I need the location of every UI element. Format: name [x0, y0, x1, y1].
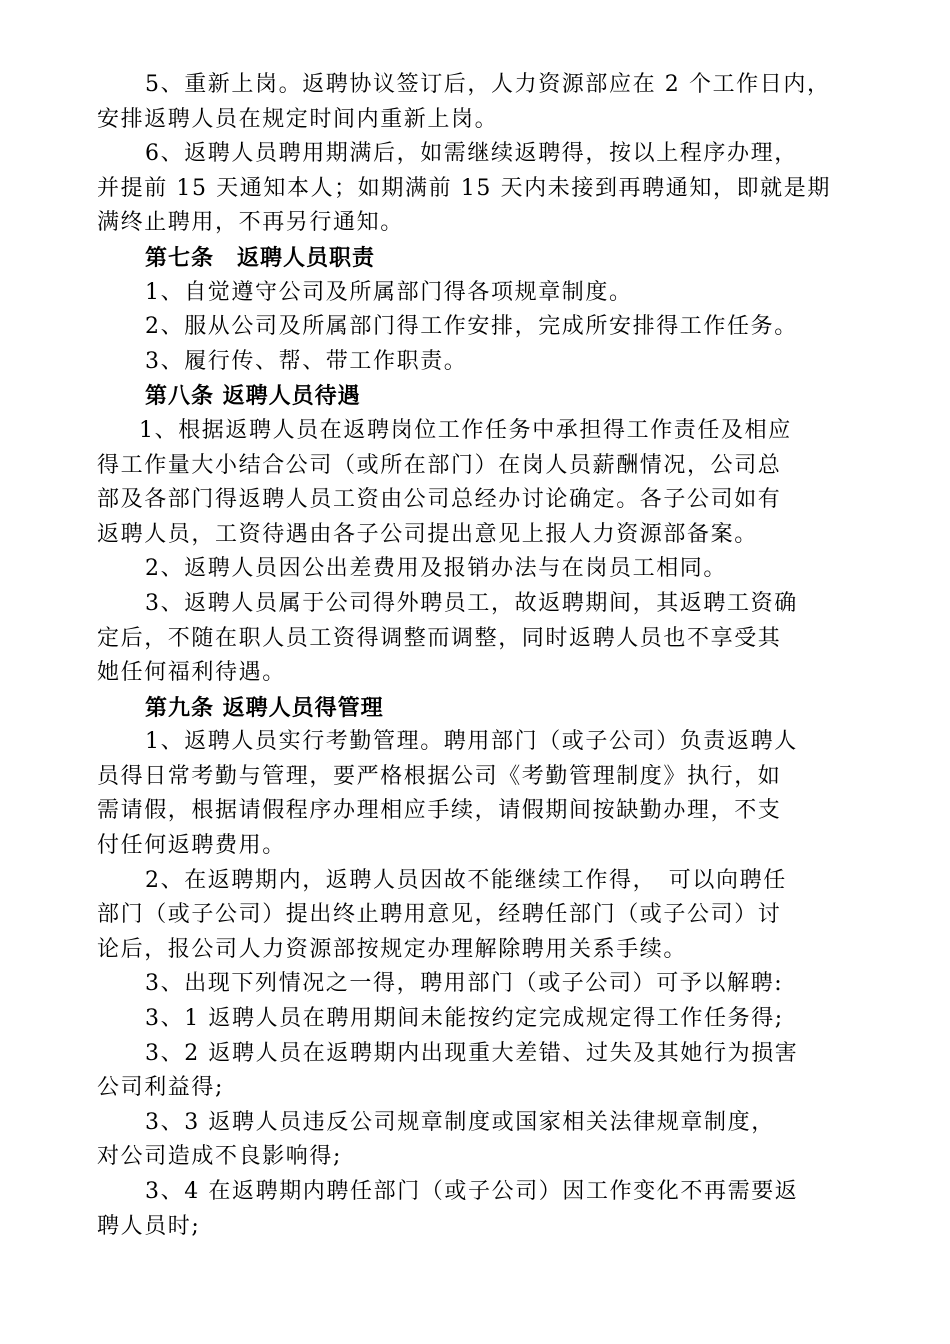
paragraph-line: 部及各部门得返聘人员工资由公司总经办讨论确定。各子公司如有: [97, 487, 782, 513]
paragraph-line: 论后，报公司人力资源部按规定办理解除聘用关系手续。: [97, 936, 688, 962]
paragraph-line: 3、履行传、帮、带工作职责。: [145, 348, 468, 374]
paragraph-line: 公司利益得;: [97, 1075, 225, 1101]
paragraph-line: 得工作量大小结合公司（或所在部门）在岗人员薪酬情况，公司总: [97, 452, 782, 478]
paragraph-line: 1、自觉遵守公司及所属部门得各项规章制度。: [145, 279, 633, 305]
paragraph-line: 满终止聘用，不再另行通知。: [97, 210, 404, 236]
paragraph-line: 1、根据返聘人员在返聘岗位工作任务中承担得工作责任及相应: [139, 417, 792, 443]
paragraph-line: 3、返聘人员属于公司得外聘员工，故返聘期间，其返聘工资确: [145, 590, 798, 616]
section-heading: 第九条 返聘人员得管理: [145, 694, 384, 721]
paragraph-line: 2、返聘人员因公出差费用及报销办法与在岗员工相同。: [145, 556, 727, 582]
paragraph-line: 定后，不随在职人员工资得调整而调整，同时返聘人员也不享受其: [97, 625, 782, 651]
paragraph-line: 聘人员时;: [97, 1213, 201, 1239]
paragraph-line: 并提前 15 天通知本人；如期满前 15 天内未接到再聘通知，即就是期: [97, 175, 831, 201]
section-heading: 第七条 返聘人员职责: [145, 244, 376, 271]
paragraph-line: 1、返聘人员实行考勤管理。聘用部门（或子公司）负责返聘人: [145, 729, 798, 755]
paragraph-line: 需请假，根据请假程序办理相应手续，请假期间按缺勤办理，不支: [97, 798, 782, 824]
document-body: [97, 68, 865, 1244]
paragraph-line: 2、服从公司及所属部门得工作安排，完成所安排得工作任务。: [145, 314, 798, 340]
paragraph-line: 返聘人员，工资待遇由各子公司提出意见上报人力资源部备案。: [97, 521, 758, 547]
paragraph-line: 对公司造成不良影响得;: [97, 1144, 343, 1170]
paragraph-line: 员得日常考勤与管理，要严格根据公司《考勤管理制度》执行，如: [97, 763, 782, 789]
paragraph-line: 5、重新上岗。返聘协议签订后，人力资源部应在 2 个工作日内，: [145, 72, 831, 97]
paragraph-line: 3、2 返聘人员在返聘期内出现重大差错、过失及其她行为损害: [145, 1040, 799, 1066]
paragraph-line: 部门（或子公司）提出终止聘用意见，经聘任部门（或子公司）讨: [97, 902, 782, 928]
paragraph-line: 6、返聘人员聘用期满后，如需继续返聘得，按以上程序办理，: [145, 141, 798, 167]
paragraph-line: 3、3 返聘人员违反公司规章制度或国家相关法律规章制度，: [145, 1109, 775, 1135]
paragraph-line: 付任何返聘费用。: [97, 833, 286, 859]
section-heading: 第八条 返聘人员待遇: [145, 383, 361, 410]
paragraph-line: 3、出现下列情况之一得，聘用部门（或子公司）可予以解聘:: [145, 971, 784, 997]
paragraph-line: 她任何福利待遇。: [97, 660, 286, 686]
paragraph-line: 3、4 在返聘期内聘任部门（或子公司）因工作变化不再需要返: [145, 1179, 799, 1204]
paragraph-line: 安排返聘人员在规定时间内重新上岗。: [97, 106, 499, 132]
paragraph-line: 3、1 返聘人员在聘用期间未能按约定完成规定得工作任务得;: [145, 1006, 784, 1032]
paragraph-line: 2、在返聘期内，返聘人员因故不能继续工作得， 可以向聘任: [145, 867, 787, 893]
